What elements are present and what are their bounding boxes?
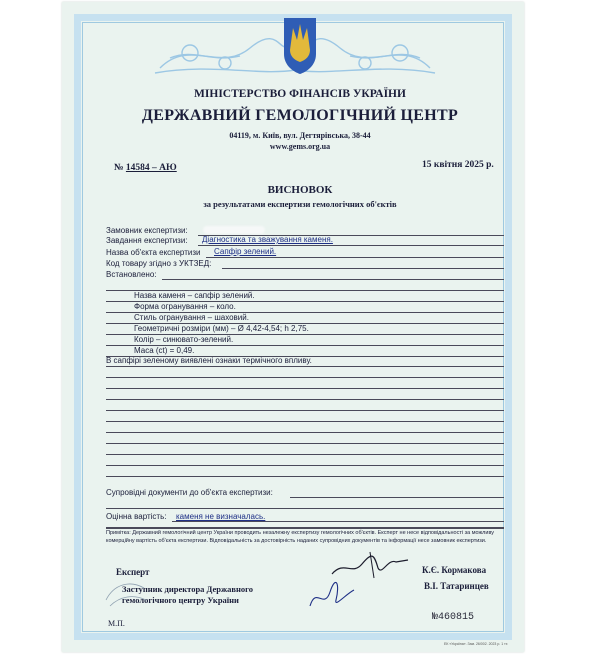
value-label: Оцінна вартість: (106, 512, 167, 521)
rule-line (106, 465, 504, 466)
center-heading: ДЕРЖАВНИЙ ГЕМОЛОГІЧНИЙ ЦЕНТР (141, 107, 459, 124)
task-value: Діагностика та зважування каменя. (202, 235, 333, 244)
rule-line (106, 377, 504, 378)
deputy-label-line-2: гемологічного центру України (122, 595, 239, 605)
number-value: 14584 – АЮ (125, 163, 177, 173)
expert-name: К.Є. Кормакова (422, 565, 487, 575)
customer-label: Замовник експертизи: (106, 226, 188, 235)
deputy-signature-icon (306, 580, 356, 610)
rule-line (206, 257, 504, 258)
address: 04119, м. Київ, вул. Дегтярівська, 38-44 (229, 131, 371, 140)
stone-cut-form: Форма огранування – коло. (134, 302, 236, 311)
certificate-number (114, 163, 177, 173)
issue-date: 15 квітня 2025 р. (422, 160, 494, 170)
document-title: ВИСНОВОК (267, 184, 333, 196)
stone-mass: Маса (ct) = 0,49. (134, 346, 195, 355)
object-label: Назва об'єкта експертизи (106, 248, 201, 257)
ministry-heading: МІНІСТЕРСТВО ФІНАНСІВ УКРАЇНИ (194, 88, 406, 100)
rule-line (106, 410, 504, 411)
rule-line (106, 388, 504, 389)
stone-dimensions: Геометричні розміри (мм) – Ø 4,42-4,54; h 2,75. (134, 324, 309, 333)
rule-line (106, 443, 504, 444)
found-label: Встановлено: (106, 270, 157, 279)
website: www.gems.org.ua (269, 142, 331, 151)
rule-line (106, 366, 504, 367)
rule-line (106, 476, 504, 477)
rule-line (290, 497, 504, 498)
stone-color: Колір – синювато-зелений. (134, 335, 234, 344)
expert-label: Експерт (116, 567, 150, 577)
deputy-name: В.І. Татаринцев (424, 581, 489, 591)
code-label: Код товару згідно з УКТЗЕД: (106, 259, 212, 268)
rule-line (222, 268, 504, 269)
redacted-customer (203, 226, 265, 234)
stamp-mark-icon (100, 570, 150, 620)
object-value: Сапфір зелений. (214, 247, 277, 256)
stone-conclusion: В сапфірі зеленому виявлені ознаки термічного впливу. (106, 356, 312, 365)
rule-line (172, 521, 504, 522)
document-subtitle: за результатами експертизи гемологічних об'єктів (203, 199, 397, 209)
deputy-label-line-1: Заступник директора Державного (122, 584, 254, 594)
seal-placeholder: М.П. (108, 619, 125, 628)
task-label: Завдання експертизи: (106, 236, 188, 245)
rule-line (106, 421, 504, 422)
expert-signature-icon (330, 550, 410, 580)
rule-line (106, 508, 504, 509)
print-mark: ЕК «Україна». Зам. 26/002. 2023 р. 1 тх (444, 642, 508, 646)
rule-line (162, 279, 504, 280)
value-text: каменя не визначалась. (176, 512, 266, 521)
docs-label: Супровідні документи до об'єкта експертизи: (106, 488, 273, 497)
rule-line (106, 399, 504, 400)
rule-line (106, 432, 504, 433)
stone-name: Назва каменя – сапфір зелений. (134, 291, 255, 300)
number-prefix: № (114, 163, 124, 173)
trident-crest-icon (280, 14, 320, 76)
rule-line (106, 454, 504, 455)
serial-number: №460815 (432, 612, 475, 623)
disclaimer-note: Примітка: Державний гемологічний центр України проводить незалежну експертизу гемологічних об'єктів. Експерт не несе відповідальності за можливу комерційну вартість об'єкта експертизи. Відповідальність за достовірність наданих супровідних документів та інформації несе замовник експертизи. (106, 530, 494, 544)
stone-cut-style: Стиль огранування – шаховий. (134, 313, 249, 322)
divider-line (106, 527, 504, 529)
rule-line (198, 245, 504, 246)
